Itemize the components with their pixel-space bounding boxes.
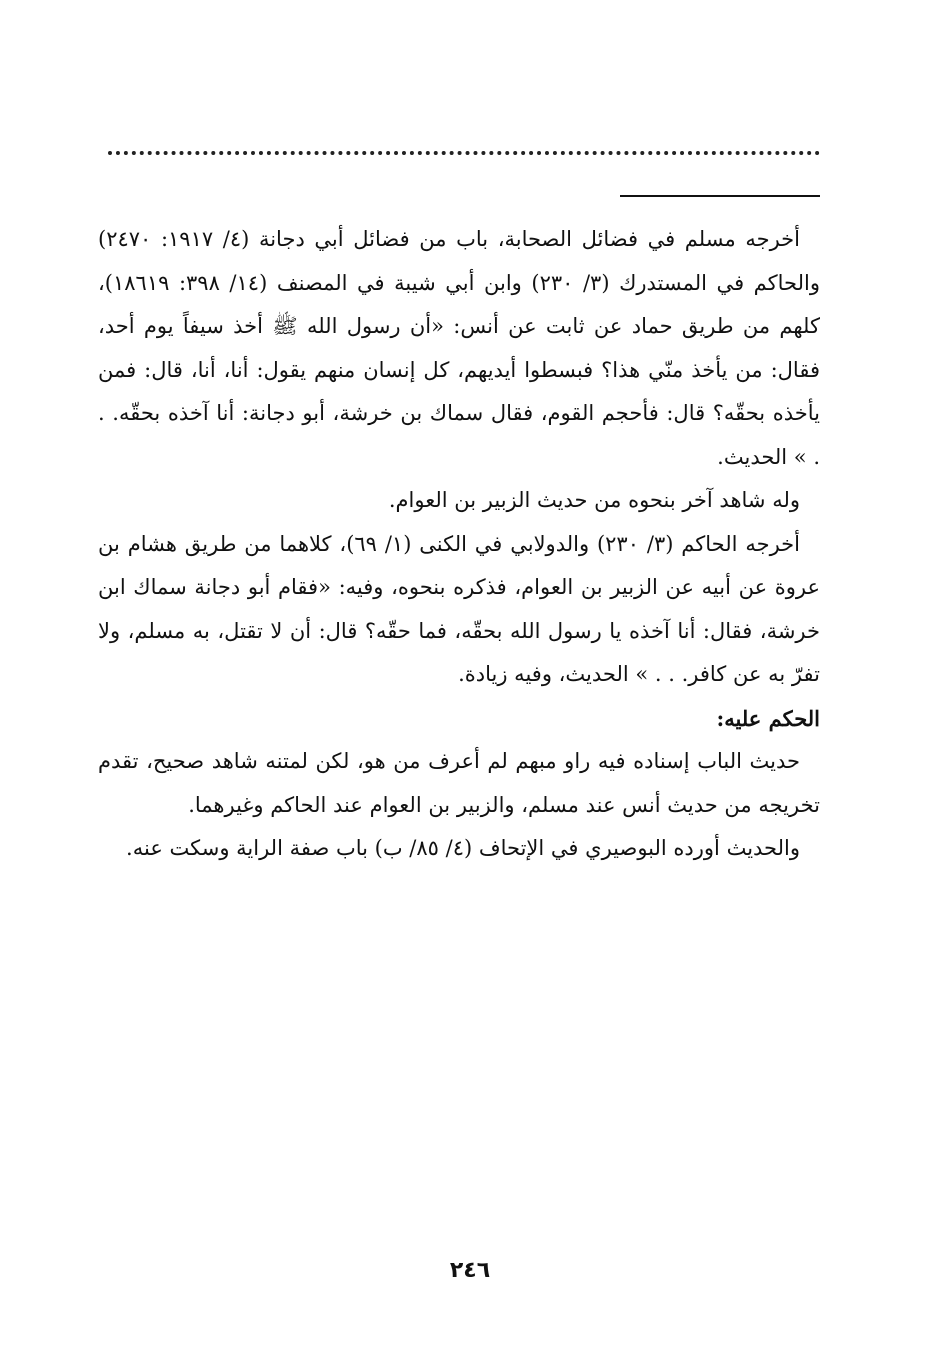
paragraph-judgment: حديث الباب إسناده فيه راو مبهم لم أعرف من هو، لكن لمتنه شاهد صحيح، تقدم تخريجه من حديث أنس عند مسلم، والزبير بن العوام عند الحاكم وغيرهما. <box>98 749 820 817</box>
paragraph-takhrij-anas: أخرجه مسلم في فضائل الصحابة، باب من فضائل أبي دجانة (٤/ ١٩١٧: ٢٤٧٠) والحاكم في المستدرك (٣/ ٢٣٠) وابن أبي شيبة في المصنف (١٤/ ٣٩٨: ١٨٦١٩)، كلهم من طريق حماد عن ثابت عن أنس: «أن رسول الله ﷺ أخذ سيفاً يوم أحد، فقال: من يأخذ منّي هذا؟ فبسطوا أيديهم، كل إنسان منهم يقول: أنا، أنا، قال: فمن يأخذه بحقّه؟ قال: فأحجم القوم، فقال سماك بن خرشة، أبو دجانة: أنا آخذه بحقّه. . . » الحديث. <box>98 227 820 469</box>
page-number: ٢٤٦ <box>449 1258 491 1283</box>
dotted-separator <box>108 151 820 155</box>
body-text <box>98 218 820 871</box>
paragraph-takhrij-zubair: أخرجه الحاكم (٣/ ٢٣٠) والدولابي في الكنى (١/ ٦٩)، كلاهما من طريق هشام بن عروة عن أبيه عن الزبير بن العوام، فذكره بنحوه، وفيه: «فقام أبو دجانة سماك ابن خرشة، فقال: أنا آخذه يا رسول الله بحقّه، فما حقّه؟ قال: أن لا تقتل، به مسلم، ولا تفرّ به عن كافر. . . » الحديث، وفيه زيادة. <box>98 531 820 686</box>
footnote-rule <box>620 195 820 197</box>
section-heading-judgment: الحكم عليه: <box>716 705 820 731</box>
paragraph-shahid-zubair: وله شاهد آخر بنحوه من حديث الزبير بن العوام. <box>388 488 800 512</box>
paragraph-busiri: والحديث أورده البوصيري في الإتحاف (٤/ ٨٥/ ب) باب صفة الراية وسكت عنه. <box>126 836 800 860</box>
